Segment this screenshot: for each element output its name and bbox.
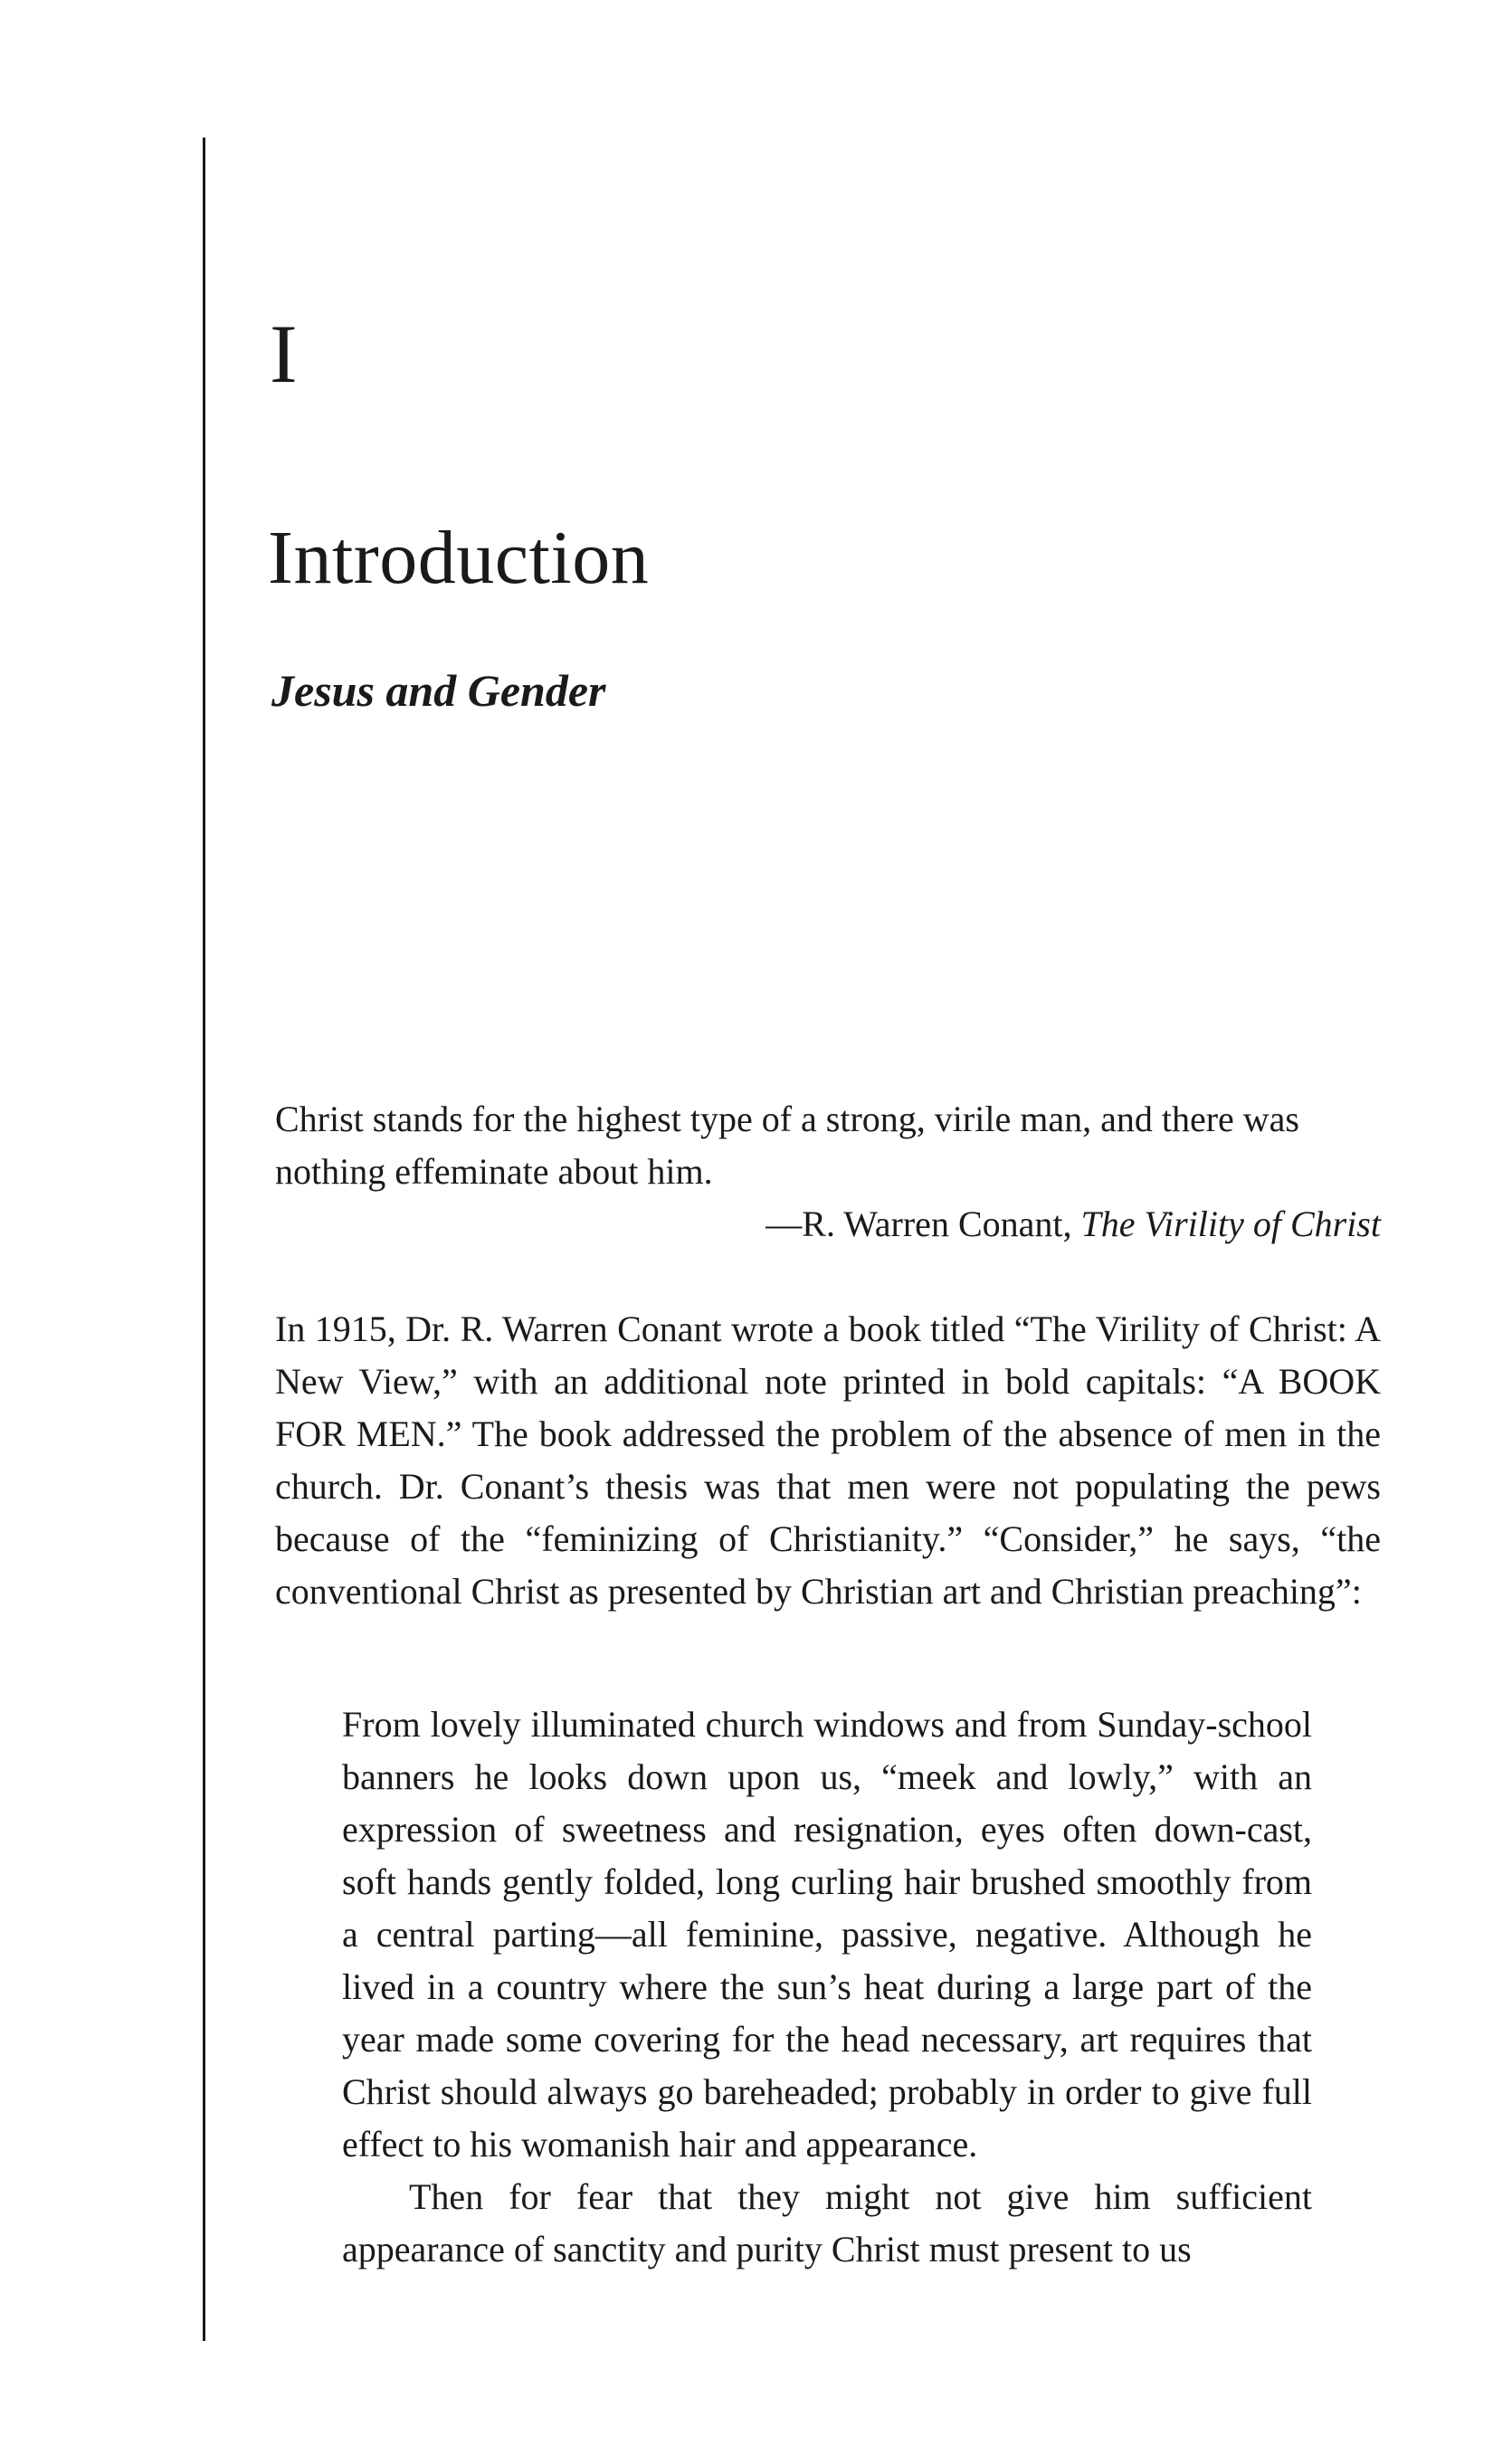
margin-rule (203, 138, 205, 2341)
chapter-title: Introduction (268, 516, 650, 600)
block-quote-paragraph-2: Then for fear that they might not give him sufficient appearance of sanctity and purity Christ must present to us (342, 2176, 1312, 2269)
epigraph-author: —R. Warren Conant, (766, 1204, 1081, 1244)
block-quote-paragraph-1: From lovely illuminated church windows and from Sunday-school banners he looks down upon us, “meek and lowly,” with an expression of sweetness and resignation, eyes often down-cast, soft hands gently folded, long curling hair brushed smoothly from a central parting—all feminine, passive, negative. Although he lived in a country where the sun’s heat during a large part of the year made some covering for the head necessary, art requires that Christ should always go bareheaded; probably in order to give full effect to his womanish hair and appearance. (342, 1704, 1312, 2165)
epigraph-quote: Christ stands for the highest type of a strong, virile man, and there was nothing effeminate about him. (275, 1099, 1299, 1192)
epigraph-attribution (275, 1198, 1381, 1251)
epigraph (275, 1093, 1379, 1251)
chapter-subtitle: Jesus and Gender (271, 665, 606, 716)
chapter-number: I (270, 308, 298, 400)
block-quote (342, 1699, 1312, 2276)
body-paragraph: In 1915, Dr. R. Warren Conant wrote a book titled “The Virility of Christ: A New View,” with an additional note printed in bold capitals: “A BOOK FOR MEN.” The book addressed the problem of the absence of men in the church. Dr. Conant’s thesis was that men were not populating the pews because of the “feminizing of Christianity.” “Consider,” he says, “the conventional Christ as presented by Christian art and Christian preaching”: (275, 1308, 1381, 1612)
epigraph-work-title: The Virility of Christ (1080, 1204, 1381, 1244)
